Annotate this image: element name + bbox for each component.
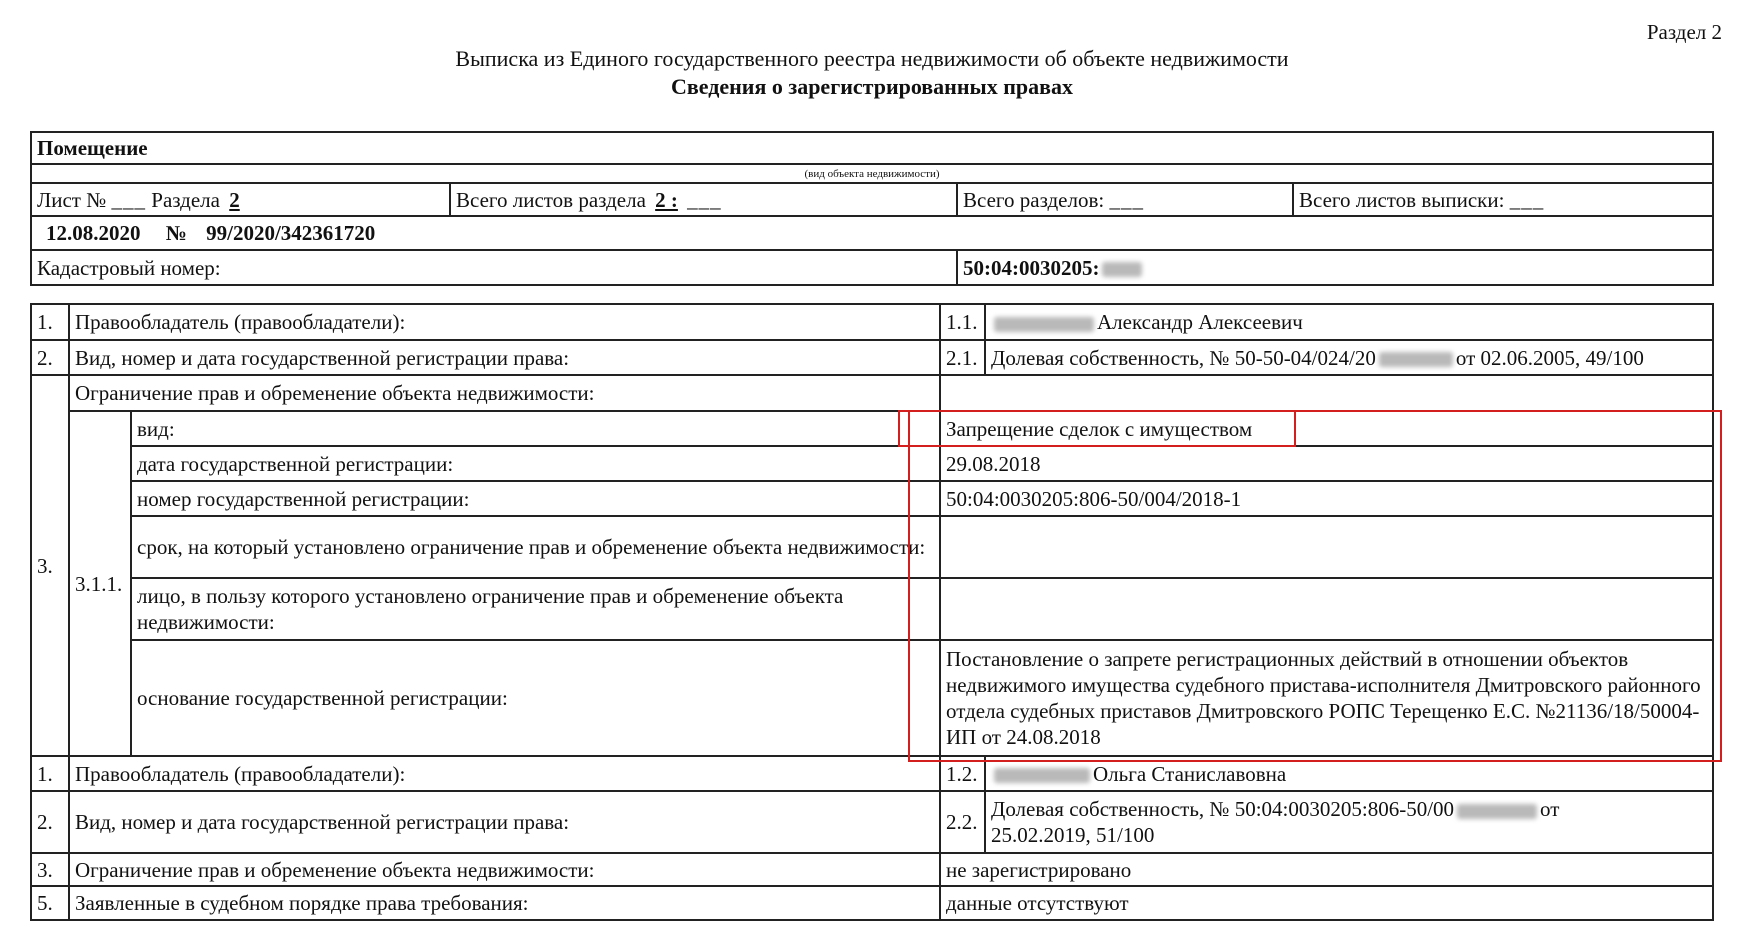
reg2-value-b: от bbox=[1540, 797, 1560, 821]
extract-date: 12.08.2020 bbox=[46, 221, 141, 245]
redacted-cadastral-suffix bbox=[1102, 262, 1142, 277]
row-sub: 1.1. bbox=[940, 304, 985, 340]
row-num: 3. bbox=[31, 853, 69, 886]
reg2-value-c: 25.02.2019, 51/100 bbox=[991, 823, 1155, 847]
row-sub: 1.2. bbox=[940, 756, 985, 791]
object-header-table bbox=[30, 131, 1714, 286]
restriction-value: 50:04:0030205:806-50/004/2018-1 bbox=[940, 481, 1713, 516]
reg1-value-a: Долевая собственность, № 50-50-04/024/20 bbox=[991, 345, 1376, 370]
extract-number: 99/2020/342361720 bbox=[206, 221, 376, 245]
total-sheets-extract-label: Всего листов выписки: bbox=[1299, 187, 1505, 212]
total-sheets-extract-cell bbox=[1293, 183, 1713, 216]
reg2-value-a: Долевая собственность, № 50:04:0030205:806-50/00 bbox=[991, 797, 1455, 821]
restriction-label: срок, на который установлено ограничение прав и обременение объекта недвижимости: bbox=[131, 516, 940, 578]
row-label: Правообладатель (правообладатели): bbox=[69, 304, 940, 340]
restriction-value: 29.08.2018 bbox=[940, 446, 1713, 481]
restriction-value: Запрещение сделок с имуществом bbox=[940, 411, 1713, 446]
section-of-label: Раздела bbox=[151, 187, 220, 212]
row-label: Ограничение прав и обременение объекта недвижимости: bbox=[69, 853, 940, 886]
redacted-reg-number bbox=[1457, 804, 1537, 819]
table-row bbox=[31, 886, 1713, 920]
restriction-value: Постановление о запрете регистрационных действий в отношении объектов недвижимого имущества судебного пристава-исполнителя Дмитровского районного отдела судебных приставов Дмитровского РОПС Терещенко Е.С. №21136/18/50004-ИП от 24.08.2018 bbox=[940, 640, 1713, 756]
row-value-empty bbox=[940, 375, 1713, 411]
table-row bbox=[31, 791, 1713, 853]
sheet-label: Лист № bbox=[37, 187, 107, 212]
section-no: 2 bbox=[229, 187, 240, 212]
row-num: 1. bbox=[31, 304, 69, 340]
reg2-value-cell bbox=[985, 791, 1713, 853]
row-label: Заявленные в судебном порядке права требования: bbox=[69, 886, 940, 920]
document-title: Выписка из Единого государственного реестра недвижимости об объекте недвижимости bbox=[455, 46, 1289, 71]
total-sections-label: Всего разделов: bbox=[963, 187, 1105, 212]
sheet-blank: ___ bbox=[111, 187, 147, 212]
holder1-name: Александр Алексеевич bbox=[1097, 310, 1303, 334]
restriction-label: дата государственной регистрации: bbox=[131, 446, 940, 481]
holder1-name-cell bbox=[985, 304, 1713, 340]
highlight-box-restriction-details bbox=[908, 410, 1722, 762]
total-sheets-section-blank: ___ bbox=[687, 187, 722, 212]
total-sheets-section-value: 2 : bbox=[655, 187, 678, 212]
cadastral-value-cell bbox=[957, 250, 1713, 285]
row-sub: 2.2. bbox=[940, 791, 985, 853]
table-row bbox=[31, 375, 1713, 411]
row-sub: 2.1. bbox=[940, 340, 985, 375]
row-value: данные отсутствуют bbox=[940, 886, 1713, 920]
redacted-surname bbox=[994, 768, 1090, 783]
number-sign: № bbox=[165, 221, 187, 245]
redacted-reg-number bbox=[1379, 352, 1453, 367]
row-num: 5. bbox=[31, 886, 69, 920]
holder2-name: Ольга Станиславовна bbox=[1093, 761, 1287, 786]
restriction-label: вид: bbox=[131, 411, 940, 446]
cadastral-label: Кадастровый номер: bbox=[31, 250, 957, 285]
object-type: Помещение bbox=[31, 132, 1713, 164]
table-row bbox=[31, 304, 1713, 340]
total-sections-blank: ___ bbox=[1109, 187, 1144, 212]
section-label: Раздел 2 bbox=[1646, 20, 1722, 44]
redacted-surname bbox=[994, 317, 1094, 332]
total-sections-cell bbox=[957, 183, 1293, 216]
total-sheets-section-label: Всего листов раздела bbox=[456, 187, 646, 212]
reg1-value-b: от 02.06.2005, 49/100 bbox=[1455, 345, 1644, 370]
row-label: Правообладатель (правообладатели): bbox=[69, 756, 940, 791]
document-subtitle: Сведения о зарегистрированных правах bbox=[670, 74, 1074, 99]
table-row bbox=[31, 340, 1713, 375]
total-sheets-extract-blank: ___ bbox=[1509, 187, 1545, 212]
sheet-cell bbox=[31, 183, 450, 216]
restriction-label: основание государственной регистрации: bbox=[131, 640, 940, 756]
table-row bbox=[31, 853, 1713, 886]
row-num: 2. bbox=[31, 340, 69, 375]
restriction-label: лицо, в пользу которого установлено ограничение прав и обременение объекта недвижимости: bbox=[131, 578, 940, 640]
object-type-caption: (вид объекта недвижимости) bbox=[31, 164, 1713, 183]
row-label: Вид, номер и дата государственной регистрации права: bbox=[69, 340, 940, 375]
extract-date-number bbox=[31, 216, 1713, 250]
cadastral-value: 50:04:0030205: bbox=[963, 255, 1100, 280]
row-num: 2. bbox=[31, 791, 69, 853]
row-value: не зарегистрировано bbox=[940, 853, 1713, 886]
total-sheets-section-cell bbox=[450, 183, 957, 216]
reg1-value-cell bbox=[985, 340, 1713, 375]
restriction-label: номер государственной регистрации: bbox=[131, 481, 940, 516]
row-num: 1. bbox=[31, 756, 69, 791]
restriction-sub: 3.1.1. bbox=[69, 411, 131, 756]
row-label: Ограничение прав и обременение объекта недвижимости: bbox=[69, 375, 940, 411]
row-num: 3. bbox=[31, 375, 69, 756]
row-label: Вид, номер и дата государственной регистрации права: bbox=[69, 791, 940, 853]
